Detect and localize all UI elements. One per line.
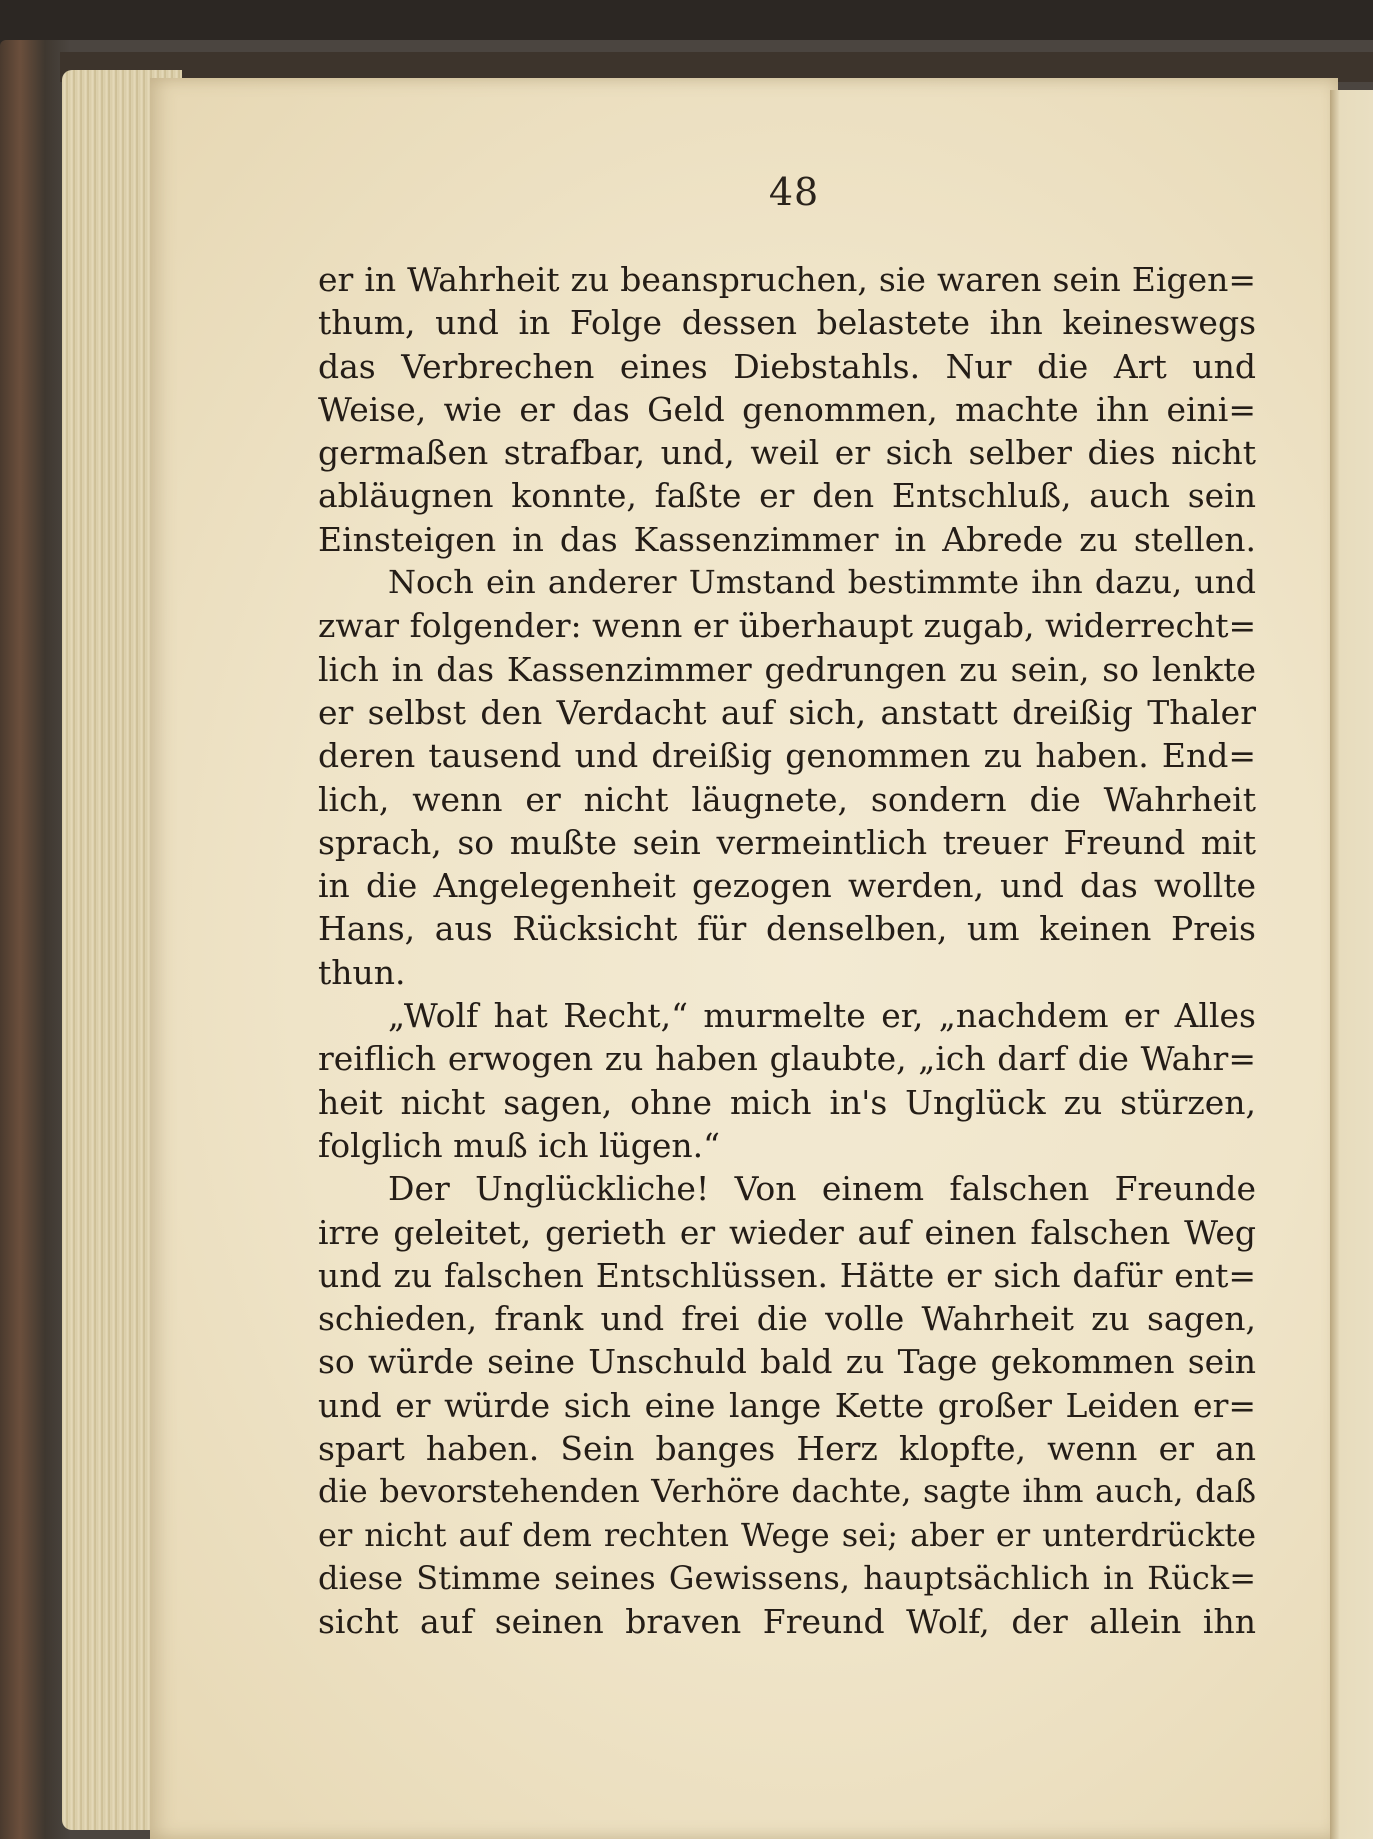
text-line: Weise, wie er das Geld genommen, machte ihn eini= xyxy=(318,389,1256,429)
text-line: in die Angelegenheit gezogen werden, und das wollte xyxy=(318,866,1256,906)
text-line: und er würde sich eine lange Kette großer Leiden er= xyxy=(318,1385,1256,1425)
body-text xyxy=(318,258,1256,1644)
text-line: das Verbrechen eines Diebstahls. Nur die Art und xyxy=(318,346,1256,386)
text-line: irre geleitet, gerieth er wieder auf einen falschen Weg xyxy=(318,1212,1256,1252)
text-line: heit nicht sagen, ohne mich in's Unglück zu stürzen, xyxy=(318,1082,1256,1122)
text-line: deren tausend und dreißig genommen zu haben. End= xyxy=(318,736,1256,776)
text-line: Der Unglückliche! Von einem falschen Freunde xyxy=(388,1169,1256,1209)
text-line: spart haben. Sein banges Herz klopfte, wenn er an xyxy=(318,1429,1256,1469)
text-line: so würde seine Unschuld bald zu Tage gekommen sein xyxy=(318,1342,1256,1382)
text-line: zwar folgender: wenn er überhaupt zugab, widerrecht= xyxy=(318,606,1256,646)
text-line: abläugnen konnte, faßte er den Entschluß, auch sein xyxy=(318,476,1256,516)
text-line: lich in das Kassenzimmer gedrungen zu sein, so lenkte xyxy=(318,649,1256,689)
text-line: thum, und in Folge dessen belastete ihn keineswegs xyxy=(318,303,1256,343)
page-number: 48 xyxy=(768,170,820,214)
text-line: sicht auf seinen braven Freund Wolf, der allein ihn xyxy=(318,1602,1256,1642)
text-line: reiflich erwogen zu haben glaubte, „ich darf die Wahr= xyxy=(318,1039,1256,1079)
text-line: und zu falschen Entschlüssen. Hätte er sich dafür ent= xyxy=(318,1255,1256,1295)
facing-page-edge xyxy=(1330,90,1373,1839)
text-line: die bevorstehenden Verhöre dachte, sagte ihm auch, daß xyxy=(318,1472,1256,1511)
text-line: sprach, so mußte sein vermeintlich treuer Freund mit xyxy=(318,822,1256,862)
text-line: thun. xyxy=(318,952,406,992)
text-line: diese Stimme seines Gewissens, hauptsächlich in Rück= xyxy=(318,1558,1256,1597)
text-line: schieden, frank und frei die volle Wahrheit zu sagen, xyxy=(318,1299,1256,1339)
text-line: „Wolf hat Recht,“ murmelte er, „nachdem er Alles xyxy=(388,996,1256,1036)
text-line: Einsteigen in das Kassenzimmer in Abrede zu stellen. xyxy=(318,519,1256,559)
text-line: folglich muß ich lügen.“ xyxy=(318,1125,721,1165)
text-line: er in Wahrheit zu beanspruchen, sie waren sein Eigen= xyxy=(318,260,1256,299)
text-line: er selbst den Verdacht auf sich, anstatt dreißig Thaler xyxy=(318,692,1256,732)
text-line: germaßen strafbar, und, weil er sich selber dies nicht xyxy=(318,433,1256,473)
text-line: er nicht auf dem rechten Wege sei; aber er unterdrückte xyxy=(318,1515,1256,1554)
text-line: Noch ein anderer Umstand bestimmte ihn dazu, und xyxy=(388,563,1256,602)
text-line: lich, wenn er nicht läugnete, sondern die Wahrheit xyxy=(318,779,1256,819)
text-line: Hans, aus Rücksicht für denselben, um keinen Preis xyxy=(318,909,1256,949)
